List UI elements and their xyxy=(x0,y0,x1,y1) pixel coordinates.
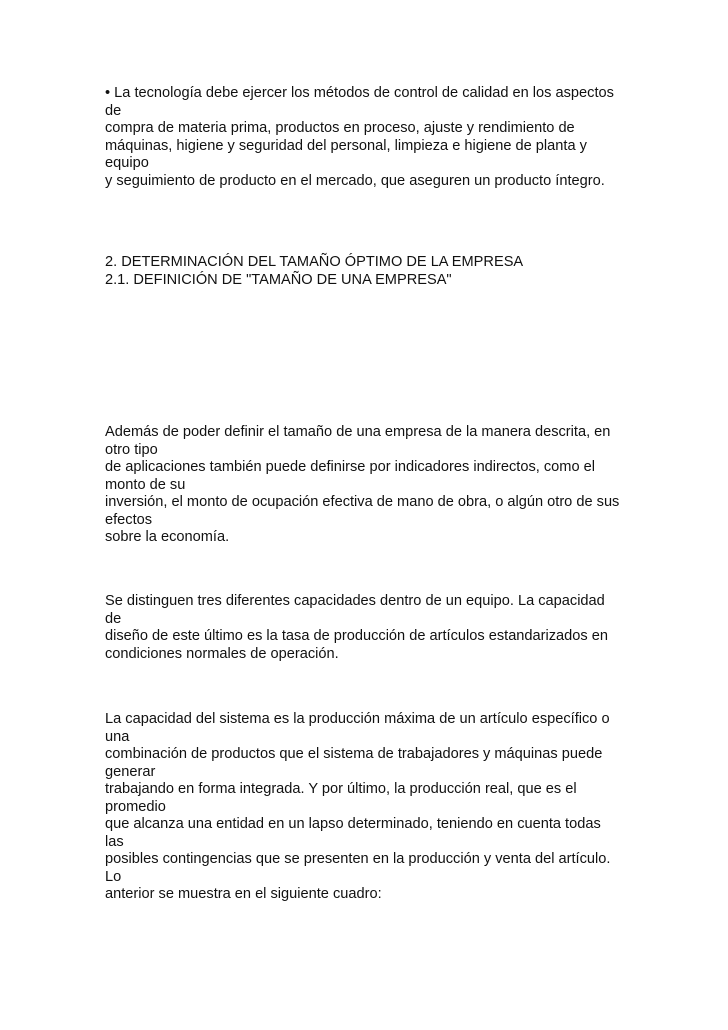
text-line: otro tipo xyxy=(105,441,158,458)
text-line: de xyxy=(105,610,122,627)
text-line: combinación de productos que el sistema de trabajadores y máquinas puede xyxy=(105,746,603,762)
paragraph-company-size xyxy=(105,424,665,547)
text-line: generar xyxy=(105,763,156,780)
text-line: • La tecnología debe ejercer los métodos de control de calidad en los aspectos xyxy=(105,85,614,101)
text-line: La capacidad del sistema es la producción máxima de un artículo específico o xyxy=(105,711,610,727)
text-line: de aplicaciones también puede definirse por indicadores indirectos, como el xyxy=(105,459,595,475)
text-line: equipo xyxy=(105,155,149,171)
text-line: Además de poder definir el tamaño de una empresa de la manera descrita, en xyxy=(105,424,611,440)
text-line: promedio xyxy=(105,798,166,815)
heading-main: 2. DETERMINACIÓN DEL TAMAÑO ÓPTIMO DE LA EMPRESA xyxy=(105,254,524,270)
text-line: sobre la economía. xyxy=(105,529,230,545)
text-line: una xyxy=(105,728,130,745)
text-line: de xyxy=(105,102,122,119)
text-line: las xyxy=(105,833,124,850)
text-line: monto de su xyxy=(105,476,186,493)
text-line: anterior se muestra en el siguiente cuadro: xyxy=(105,886,382,902)
text-line: máquinas, higiene y seguridad del personal, limpieza e higiene de planta y xyxy=(105,137,587,154)
text-line: inversión, el monto de ocupación efectiva de mano de obra, o algún otro de sus xyxy=(105,494,620,510)
paragraph-quality-control xyxy=(105,85,665,190)
paragraph-system-capacity xyxy=(105,711,665,904)
heading-sub: 2.1. DEFINICIÓN DE "TAMAÑO DE UNA EMPRESA" xyxy=(105,271,452,288)
text-line: y seguimiento de producto en el mercado, que aseguren un producto íntegro. xyxy=(105,172,605,189)
section-heading xyxy=(105,254,665,289)
text-line: Se distinguen tres diferentes capacidades dentro de un equipo. La capacidad xyxy=(105,593,605,609)
text-line: diseño de este último es la tasa de producción de artículos estandarizados en xyxy=(105,628,608,644)
text-line: compra de materia prima, productos en proceso, ajuste y rendimiento de xyxy=(105,120,575,136)
text-line: que alcanza una entidad en un lapso determinado, teniendo en cuenta todas xyxy=(105,816,601,832)
text-line: trabajando en forma integrada. Y por último, la producción real, que es el xyxy=(105,781,577,797)
text-line: efectos xyxy=(105,511,153,528)
text-line: condiciones normales de operación. xyxy=(105,645,339,662)
text-line: posibles contingencias que se presenten en la producción y venta del artículo. xyxy=(105,851,611,867)
paragraph-capacities xyxy=(105,593,665,663)
text-line: Lo xyxy=(105,868,122,885)
